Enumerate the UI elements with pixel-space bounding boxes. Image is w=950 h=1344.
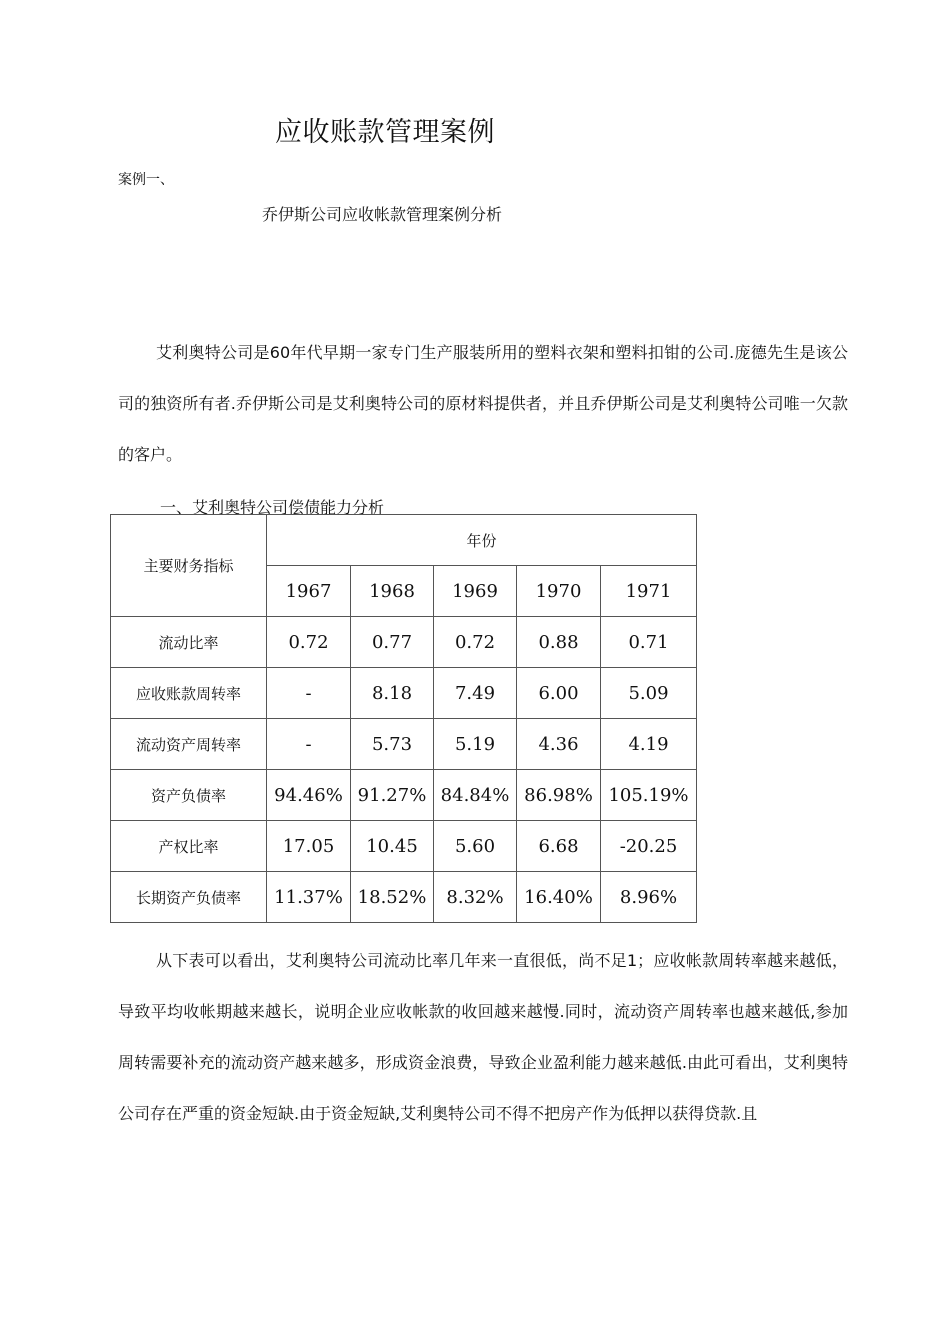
table-cell: 17.05 bbox=[267, 821, 351, 872]
table-cell: -20.25 bbox=[601, 821, 697, 872]
table-cell: 84.84% bbox=[434, 770, 517, 821]
year-group-label: 年份 bbox=[267, 515, 697, 566]
table-cell: 94.46% bbox=[267, 770, 351, 821]
table-cell: 5.19 bbox=[434, 719, 517, 770]
table-cell: 8.96% bbox=[601, 872, 697, 923]
table-cell: 0.72 bbox=[267, 617, 351, 668]
table-cell: 4.36 bbox=[517, 719, 601, 770]
year-cell: 1971 bbox=[601, 566, 697, 617]
year-cell: 1969 bbox=[434, 566, 517, 617]
row-label: 产权比率 bbox=[111, 821, 267, 872]
table-row bbox=[111, 770, 697, 821]
row-label: 流动比率 bbox=[111, 617, 267, 668]
row-header-label: 主要财务指标 bbox=[111, 515, 267, 617]
table-cell: 5.09 bbox=[601, 668, 697, 719]
table-cell: 6.00 bbox=[517, 668, 601, 719]
table-cell: 5.60 bbox=[434, 821, 517, 872]
table-cell: 0.77 bbox=[351, 617, 434, 668]
table-cell: - bbox=[267, 668, 351, 719]
table-cell: 0.72 bbox=[434, 617, 517, 668]
table-cell: 91.27% bbox=[351, 770, 434, 821]
row-label: 资产负债率 bbox=[111, 770, 267, 821]
table-cell: 105.19% bbox=[601, 770, 697, 821]
table-cell: 16.40% bbox=[517, 872, 601, 923]
table-row bbox=[111, 617, 697, 668]
year-cell: 1970 bbox=[517, 566, 601, 617]
year-cell: 1968 bbox=[351, 566, 434, 617]
table-cell: 10.45 bbox=[351, 821, 434, 872]
table-cell: 0.88 bbox=[517, 617, 601, 668]
section-heading: 一、艾利奥特公司偿债能力分析 bbox=[160, 498, 385, 517]
table-cell: 86.98% bbox=[517, 770, 601, 821]
case-subtitle: 乔伊斯公司应收帐款管理案例分析 bbox=[262, 205, 503, 224]
table-row bbox=[111, 719, 697, 770]
table-header-row bbox=[111, 515, 697, 566]
document-title: 应收账款管理案例 bbox=[275, 117, 495, 148]
table-cell: 11.37% bbox=[267, 872, 351, 923]
table-row bbox=[111, 872, 697, 923]
row-label: 流动资产周转率 bbox=[111, 719, 267, 770]
analysis-paragraph: 从下表可以看出，艾利奥特公司流动比率几年来一直很低，尚不足1；应收帐款周转率越来越低，导致平均收帐期越来越长，说明企业应收帐款的收回越来越慢.同时，流动资产周转率也越来越低,参加周转需要补充的流动资产越来越多，形成资金浪费，导致企业盈利能力越来越低.由此可看出，艾利奥特公司存在严重的资金短缺.由于资金短缺,艾利奥特公司不得不把房产作为低押以获得贷款.且 bbox=[118, 951, 848, 1123]
intro-paragraph: 艾利奥特公司是60年代早期一家专门生产服装所用的塑料衣架和塑料扣钳的公司.庞德先生是该公司的独资所有者.乔伊斯公司是艾利奥特公司的原材料提供者，并且乔伊斯公司是艾利奥特公司唯一欠款的客户。 bbox=[118, 343, 848, 464]
table-cell: 8.18 bbox=[351, 668, 434, 719]
row-label: 应收账款周转率 bbox=[111, 668, 267, 719]
table-row bbox=[111, 668, 697, 719]
table-cell: 6.68 bbox=[517, 821, 601, 872]
year-cell: 1967 bbox=[267, 566, 351, 617]
table-cell: 0.71 bbox=[601, 617, 697, 668]
table-cell: 7.49 bbox=[434, 668, 517, 719]
table-cell: 4.19 bbox=[601, 719, 697, 770]
financial-indicators-table bbox=[110, 514, 697, 923]
case-label: 案例一、 bbox=[118, 172, 174, 188]
row-label: 长期资产负债率 bbox=[111, 872, 267, 923]
table-cell: 18.52% bbox=[351, 872, 434, 923]
table-cell: 8.32% bbox=[434, 872, 517, 923]
table-cell: - bbox=[267, 719, 351, 770]
table-cell: 5.73 bbox=[351, 719, 434, 770]
table-row bbox=[111, 821, 697, 872]
